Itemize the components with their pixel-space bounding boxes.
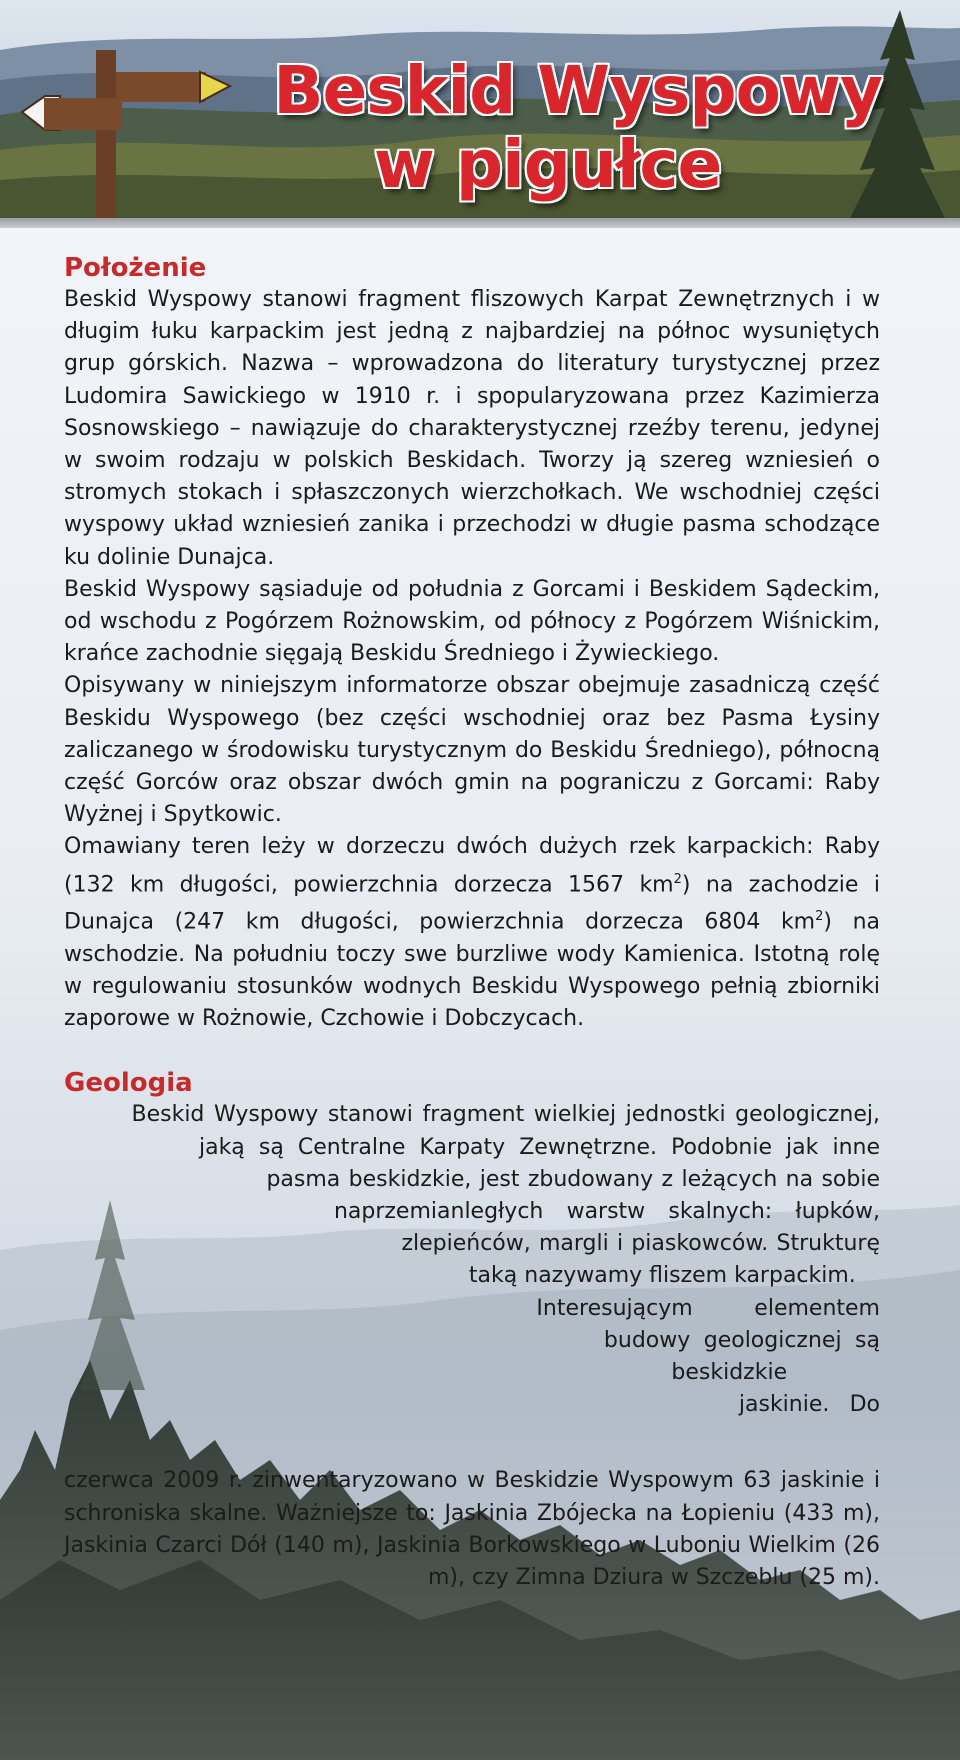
banner-bottom-stripe [0, 218, 960, 228]
section-heading-geologia: Geologia [64, 1068, 193, 1099]
paragraph-area: Opisywany w niniejszym informatorze obszar obejmuje zasadniczą część Beskidu Wyspowego (bez części wschodniej oraz bez Pasma Łysiny zaliczanego w środowisku turystycznym do Beskidu Średniego), północną część Gorców oraz obszar dwóch gmin na pograniczu z Gorcami: Raby Wyżnej i Spytkowic. [64, 673, 880, 828]
paragraph-geology: Beskid Wyspowy stanowi fragment wielkiej jednostki geologicznej, jaką są Centralne Karpaty Zewnętrzne. Podobnie jak inne pasma beskidzkie, jest zbudowany z leżących na sobie naprzemianległych warstw skalnych: łupków, zlepieńców, margli i piaskowców. Strukturę taką nazywamy fliszem karpackim. [131, 1102, 880, 1289]
title-line-1: Beskid Wyspowy [273, 52, 882, 129]
rivers-text-2: ) na zachodzie i Dunajca (247 km długości, powierzchnia dorzecza 6804 km [64, 871, 880, 935]
superscript-2: 2 [673, 871, 682, 887]
page-title [273, 54, 882, 202]
paragraph-rivers [64, 831, 880, 1035]
rivers-text-3: ) na wschodzie. Na południu toczy swe burzliwe wody Kamienica. Istotną rolę w regulowaniu stosunków wodnych Beskidu Wyspowego pełnią zbiorniki zaporowe w Rożnowie, Czchowie i Dobczycach. [64, 909, 880, 1032]
section-heading-polozenie: Położenie [64, 253, 207, 283]
paragraph-neighbours: Beskid Wyspowy sąsiaduje od południa z Gorcami i Beskidem Sądeckim, od wschodu z Pogórzem Rożnowskim, od północy z Pogórzem Wiśnickim, krańce zachodnie sięgają Beskidu Średniego i Żywieckiego. [64, 576, 880, 667]
title-line-2: w pigułce [373, 126, 722, 203]
paragraph-intro: Beskid Wyspowy stanowi fragment fliszowych Karpat Zewnętrznych i w długim łuku karpackim jest jedną z najbardziej na północ wysuniętych grup górskich. Nazwa – wprowadzona do literatury turystycznej przez Ludomira Sawickiego w 1910 r. i spopularyzowana przez Kazimierza Sosnowskiego – nawiązuje do charakterystycznej rzeźby terenu, jedynej w swoim rodzaju w polskich Beskidach. Tworzy ją szereg wzniesień o stromych stokach i spłaszczonych wierzchołkach. We wschodniej części wyspowy układ wzniesień zanika i przechodzi w długie pasma schodzące ku dolinie Dunajca. [64, 287, 880, 570]
article-content [64, 252, 880, 1594]
superscript-2: 2 [815, 909, 824, 925]
paragraph-caves: Interesującym elementem budowy geologicznej są beskidzkie jaskinie. Do czerwca 2009 r. zinwentaryzowano w Beskidzie Wyspowym 63 jaskinie i schroniska skalne. Ważniejsze to: Jaskinia Zbójecka na Łopieniu (433 m), Jaskinia Czarci Dół (140 m), Jaskinia Borkowskiego w Luboniu Wielkim (26 m), czy Zimna Dziura w Szczeblu (25 m). [64, 1295, 880, 1590]
geology-block [64, 1099, 880, 1594]
rivers-text-1: Omawiany teren leży w dorzeczu dwóch dużych rzek karpackich: Raby (132 km długości, powierzchnia dorzecza 1567 km [64, 834, 880, 897]
